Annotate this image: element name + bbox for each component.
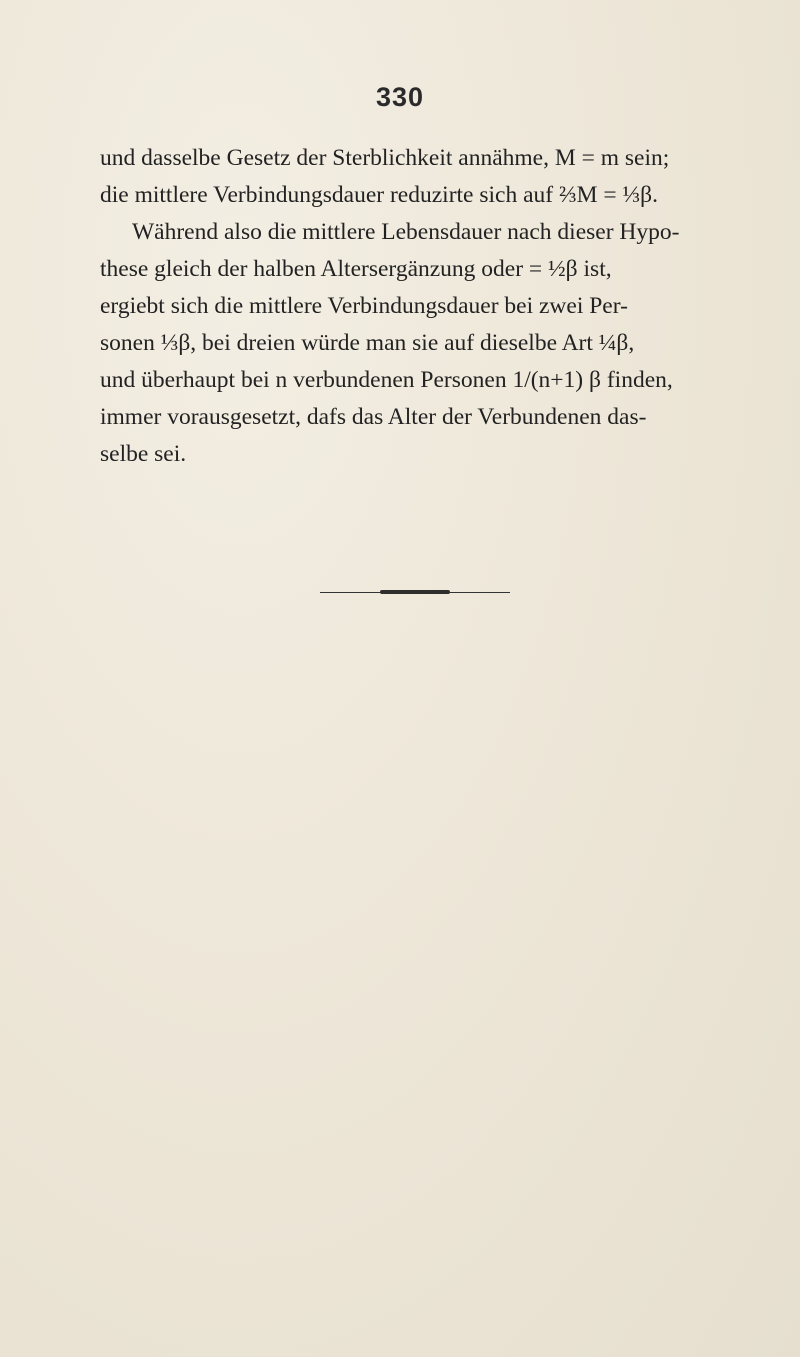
text-line: und dasselbe Gesetz der Sterblichkeit annähme, M = m sein;: [100, 145, 670, 171]
body-text: [100, 140, 740, 473]
text-line: und überhaupt bei n verbundenen Personen 1/(n+1) β finden,: [100, 367, 673, 393]
text-line: immer vorausgesetzt, dafs das Alter der Verbundenen das-: [100, 404, 647, 430]
text-line: selbe sei.: [100, 441, 187, 467]
section-divider-ornament: [380, 590, 450, 594]
text-line: ergiebt sich die mittlere Verbindungsdauer bei zwei Per-: [100, 293, 628, 319]
text-line: sonen ⅓β, bei dreien würde man sie auf dieselbe Art ¼β,: [100, 330, 635, 356]
page-number: 330: [375, 82, 425, 112]
text-line: these gleich der halben Altersergänzung oder = ½β ist,: [100, 256, 612, 282]
text-line: die mittlere Verbindungsdauer reduzirte sich auf ⅔M = ⅓β.: [100, 182, 658, 208]
text-line: Während also die mittlere Lebensdauer nach dieser Hypo-: [132, 219, 680, 245]
